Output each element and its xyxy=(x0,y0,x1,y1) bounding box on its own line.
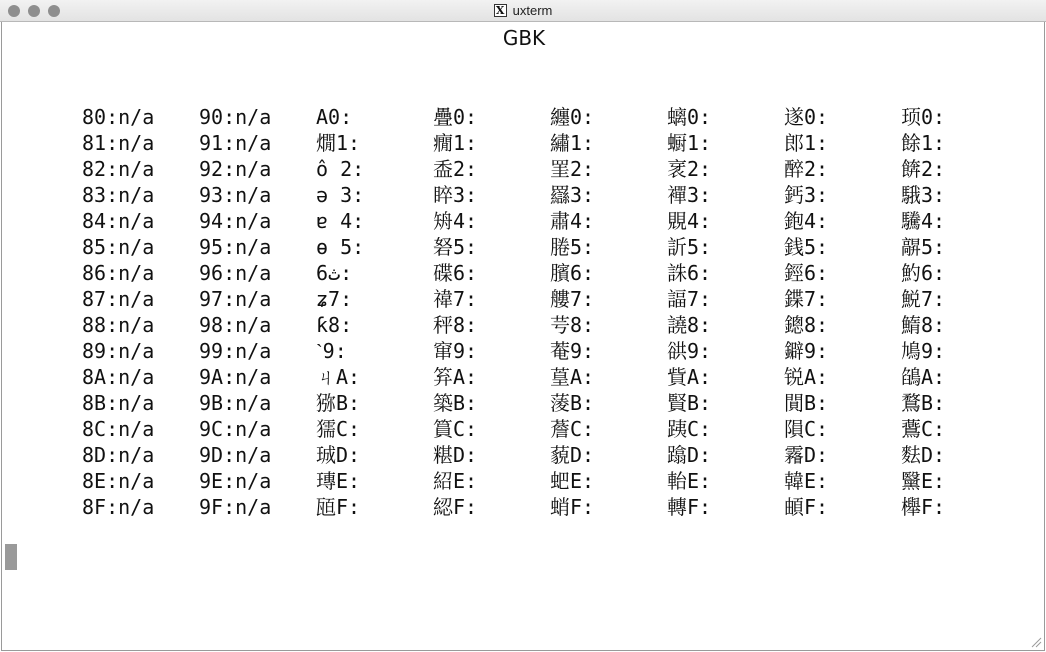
table-cell: 鍱7: xyxy=(784,287,829,311)
table-row xyxy=(82,416,1018,442)
table-cell: 81:n/a xyxy=(82,131,155,155)
table-cell: 顼0: xyxy=(901,105,946,129)
table-cell: 譊8: xyxy=(667,313,712,337)
table-cell: 肅4: xyxy=(550,209,595,233)
table-cell: 83:n/a xyxy=(82,183,155,207)
table-cell: 蚆E: xyxy=(550,469,595,493)
table-cell: 藐D: xyxy=(550,443,595,467)
table-cell: 餘1: xyxy=(901,131,946,155)
table-cell: 髜5: xyxy=(901,235,946,259)
table-cell: 鵮A: xyxy=(901,365,946,389)
table-cell: 8D:n/a xyxy=(82,443,155,467)
table-cell: 遂0: xyxy=(784,105,829,129)
table-cell: 薝C: xyxy=(550,417,595,441)
table-row xyxy=(82,286,1018,312)
table-cell: 閴B: xyxy=(784,391,829,415)
table-row xyxy=(82,234,1018,260)
table-cell: 糂D: xyxy=(433,443,478,467)
table-cell: 84:n/a xyxy=(82,209,155,233)
table-cell: 80:n/a xyxy=(82,105,155,129)
table-cell: 鮵7: xyxy=(901,287,946,311)
table-cell: ô 2: xyxy=(316,157,365,181)
table-cell: 笲A: xyxy=(433,365,478,389)
table-row xyxy=(82,468,1018,494)
table-cell: 88:n/a xyxy=(82,313,155,337)
table-cell: 頔F: xyxy=(784,495,829,519)
table-row xyxy=(82,312,1018,338)
table-cell: 葟A: xyxy=(550,365,595,389)
table-cell: 貲A: xyxy=(667,365,712,389)
table-cell: 瑼E: xyxy=(316,469,361,493)
table-cell: 蹹D: xyxy=(667,443,712,467)
table-cell: 軩E: xyxy=(667,469,712,493)
table-cell: 89:n/a xyxy=(82,339,155,363)
table-cell: 繡1: xyxy=(550,131,595,155)
table-cell: 醉2: xyxy=(784,157,829,181)
table-cell: 瓸F: xyxy=(316,495,361,519)
table-cell: ƙ8: xyxy=(316,313,353,337)
window-title: uxterm xyxy=(512,3,553,18)
terminal-heading: GBK xyxy=(502,26,546,50)
code-table xyxy=(82,104,1018,520)
table-cell: 諨7: xyxy=(667,287,712,311)
table-cell: ˋ9: xyxy=(316,339,347,363)
table-cell: 9A:n/a xyxy=(199,365,272,389)
table-cell: 罣2: xyxy=(550,157,595,181)
table-row xyxy=(82,156,1018,182)
table-cell: 韓E: xyxy=(784,469,829,493)
table-cell: 覞4: xyxy=(667,209,712,233)
text-cursor xyxy=(5,544,17,570)
table-cell: 90:n/a xyxy=(199,105,272,129)
table-row xyxy=(82,130,1018,156)
table-cell: 9B:n/a xyxy=(199,391,272,415)
table-cell: 矪4: xyxy=(433,209,478,233)
table-cell: 9F:n/a xyxy=(199,495,272,519)
table-cell: 盉2: xyxy=(433,157,478,181)
table-cell: 99:n/a xyxy=(199,339,272,363)
table-cell: 獳C: xyxy=(316,417,361,441)
table-cell: 91:n/a xyxy=(199,131,272,155)
table-row xyxy=(82,390,1018,416)
table-cell: 騀3: xyxy=(901,183,946,207)
table-cell: 96:n/a xyxy=(199,261,272,285)
table-cell: 8C:n/a xyxy=(82,417,155,441)
table-cell: 紹E: xyxy=(433,469,478,493)
table-cell: A0: xyxy=(316,105,353,129)
table-row xyxy=(82,338,1018,364)
table-cell: 93:n/a xyxy=(199,183,272,207)
table-cell: 蛸F: xyxy=(550,495,595,519)
table-cell: 谼9: xyxy=(667,339,712,363)
table-cell: 秤8: xyxy=(433,313,478,337)
table-cell: 麮D: xyxy=(901,443,946,467)
table-cell: 黳E: xyxy=(901,469,946,493)
table-cell: 篔C: xyxy=(433,417,478,441)
table-cell: 碟6: xyxy=(433,261,478,285)
table-cell: 芌8: xyxy=(550,313,595,337)
table-cell: 誅6: xyxy=(667,261,712,285)
table-row xyxy=(82,364,1018,390)
table-cell: 羉3: xyxy=(550,183,595,207)
table-cell: ɐ 4: xyxy=(316,209,365,233)
table-cell: 綛F: xyxy=(433,495,478,519)
table-cell: 8B:n/a xyxy=(82,391,155,415)
x11-icon: X xyxy=(494,4,507,17)
table-cell: 锐A: xyxy=(784,365,829,389)
table-cell: 鳩9: xyxy=(901,339,946,363)
table-cell: 燗1: xyxy=(316,131,361,155)
table-cell: 蔆B: xyxy=(550,391,595,415)
table-cell: 95:n/a xyxy=(199,235,272,259)
table-cell: 睟3: xyxy=(433,183,478,207)
table-cell: 86:n/a xyxy=(82,261,155,285)
table-cell: 襌3: xyxy=(667,183,712,207)
table-cell: 艛7: xyxy=(550,287,595,311)
table-cell: 蟵1: xyxy=(667,131,712,155)
table-row xyxy=(82,494,1018,520)
table-cell: ث6: xyxy=(316,261,353,285)
table-row xyxy=(82,182,1018,208)
table-row xyxy=(82,442,1018,468)
table-cell: 9E:n/a xyxy=(199,469,272,493)
table-cell: 鐴9: xyxy=(784,339,829,363)
terminal-area[interactable] xyxy=(1,22,1045,651)
table-cell: 85:n/a xyxy=(82,235,155,259)
table-cell: 9D:n/a xyxy=(199,443,272,467)
table-cell: 98:n/a xyxy=(199,313,272,337)
table-cell: 螭0: xyxy=(667,105,712,129)
table-row xyxy=(82,208,1018,234)
table-cell: 猕B: xyxy=(316,391,361,415)
table-cell: 珹D: xyxy=(316,443,361,467)
table-cell: 鉋4: xyxy=(784,209,829,233)
table-cell: 禕7: xyxy=(433,287,478,311)
table-row xyxy=(82,104,1018,130)
table-cell: 隕C: xyxy=(784,417,829,441)
table-cell: 癇1: xyxy=(433,131,478,155)
table-cell: 霿D: xyxy=(784,443,829,467)
table-cell: 鰖8: xyxy=(901,313,946,337)
table-cell: 鏓8: xyxy=(784,313,829,337)
table-cell: 賢B: xyxy=(667,391,712,415)
table-cell: 築B: xyxy=(433,391,478,415)
table-cell: 腃5: xyxy=(550,235,595,259)
table-cell: ɵ 5: xyxy=(316,235,365,259)
table-cell: 衺2: xyxy=(667,157,712,181)
table-cell: ㄐA: xyxy=(316,365,361,389)
table-cell: 92:n/a xyxy=(199,157,272,181)
table-cell: ʑ7: xyxy=(316,287,353,311)
table-cell: 臏6: xyxy=(550,261,595,285)
table-cell: 訢5: xyxy=(667,235,712,259)
table-cell: 94:n/a xyxy=(199,209,272,233)
table-cell: 疊0: xyxy=(433,105,478,129)
title-bar[interactable] xyxy=(0,0,1046,22)
table-cell: 餴2: xyxy=(901,157,946,181)
table-cell: 砮5: xyxy=(433,235,478,259)
table-cell: ǝ 3: xyxy=(316,183,365,207)
resize-grip-icon[interactable] xyxy=(1030,636,1042,648)
table-cell: 郎1: xyxy=(784,131,829,155)
table-cell: 8A:n/a xyxy=(82,365,155,389)
table-cell: 櫸F: xyxy=(901,495,946,519)
table-cell: 鷰C: xyxy=(901,417,946,441)
table-cell: 窜9: xyxy=(433,339,478,363)
table-cell: 驣4: xyxy=(901,209,946,233)
table-cell: 纏0: xyxy=(550,105,595,129)
table-cell: 菴9: xyxy=(550,339,595,363)
table-cell: 鶩B: xyxy=(901,391,946,415)
table-cell: 魡6: xyxy=(901,261,946,285)
table-cell: 97:n/a xyxy=(199,287,272,311)
table-cell: 82:n/a xyxy=(82,157,155,181)
table-cell: 8E:n/a xyxy=(82,469,155,493)
table-cell: 87:n/a xyxy=(82,287,155,311)
table-cell: 8F:n/a xyxy=(82,495,155,519)
table-cell: 轉F: xyxy=(667,495,712,519)
title-group xyxy=(0,0,1046,21)
table-cell: 跠C: xyxy=(667,417,712,441)
table-cell: 鈣3: xyxy=(784,183,829,207)
table-row xyxy=(82,260,1018,286)
table-cell: 鋞6: xyxy=(784,261,829,285)
table-cell: 銭5: xyxy=(784,235,829,259)
table-cell: 9C:n/a xyxy=(199,417,272,441)
